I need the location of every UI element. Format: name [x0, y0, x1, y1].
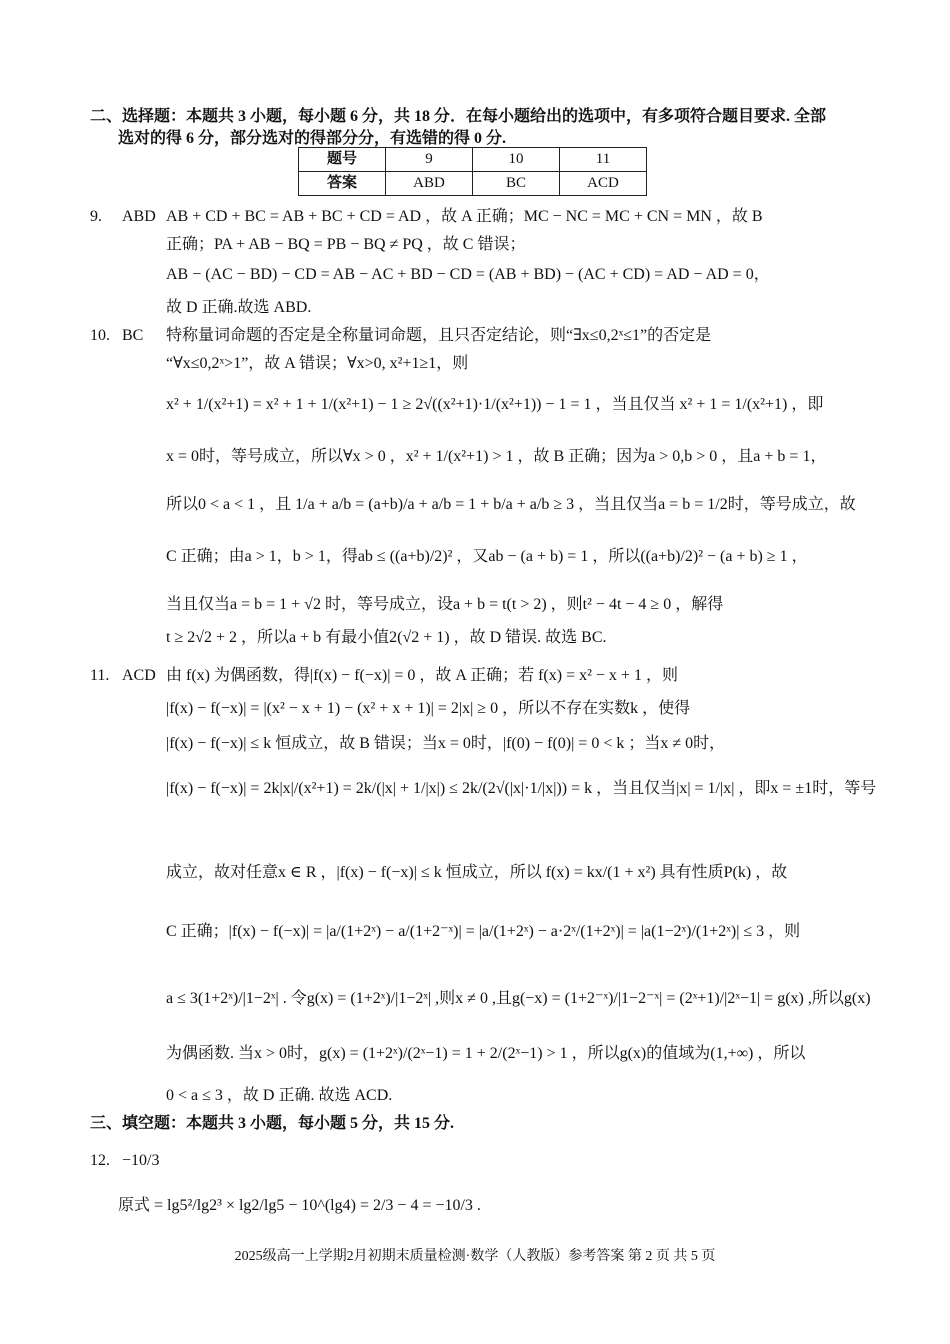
- q10-line: x² + 1/(x²+1) = x² + 1 + 1/(x²+1) − 1 ≥ 2√((x²+1)·1/(x²+1)) − 1 = 1 ，当且仅当 x² + 1 = 1/(x²+1) ，即: [166, 396, 824, 413]
- q11-line: |f(x) − f(−x)| = |(x² − x + 1) − (x² + x + 1)| = 2|x| ≥ 0 ，所以不存在实数k ，使得: [166, 700, 691, 717]
- table-cell: 10: [473, 148, 560, 172]
- q11-line: |f(x) − f(−x)| = 2k|x|/(x²+1) = 2k/(|x| + 1/|x|) ≤ 2k/(2√(|x|·1/|x|)) = k ，当且仅当|x| = 1/|x| ，即x = ±1时，等号: [166, 780, 877, 797]
- q11-line: a ≤ 3(1+2ˣ)/|1−2ˣ| . 令g(x) = (1+2ˣ)/|1−2ˣ| ,则x ≠ 0 ,且g(−x) = (1+2⁻ˣ)/|1−2⁻ˣ| = (2ˣ+1)/|2ˣ−1| = g(x) ,所以g(x): [166, 990, 871, 1007]
- q9-line: AB − (AC − BD) − CD = AB − AC + BD − CD = (AB + BD) − (AC + CD) = AD − AD = 0，: [166, 266, 770, 283]
- q10-line: C 正确；由a > 1，b > 1，得ab ≤ ((a+b)/2)² ，又ab − (a + b) = 1 ，所以((a+b)/2)² − (a + b) ≥ 1 ，: [166, 548, 808, 565]
- q12-answer: −10/3: [122, 1152, 160, 1169]
- section2-heading-line1: 二、选择题：本题共 3 小题，每小题 6 分，共 18 分．在每小题给出的选项中，有多项符合题目要求. 全部: [90, 108, 827, 125]
- q10-line: x = 0时，等号成立，所以∀x > 0 ，x² + 1/(x²+1) > 1 ，故 B 正确；因为a > 0,b > 0 ，且a + b = 1，: [166, 448, 827, 465]
- q11-line: 为偶函数. 当x > 0时，g(x) = (1+2ˣ)/(2ˣ−1) = 1 + 2/(2ˣ−1) > 1 ，所以g(x)的值域为(1,+∞) ，所以: [166, 1045, 806, 1062]
- q10-line: 当且仅当a = b = 1 + √2 时，等号成立，设a + b = t(t > 2) ，则t² − 4t − 4 ≥ 0 ，解得: [166, 596, 724, 613]
- q11-answer: ACD: [122, 667, 156, 684]
- table-cell: BC: [473, 172, 560, 196]
- q10-line: 所以0 < a < 1 ，且 1/a + a/b = (a+b)/a + a/b = 1 + b/a + a/b ≥ 3 ，当且仅当a = b = 1/2时，等号成立，故: [166, 496, 856, 513]
- page-footer: 2025级高一上学期2月初期末质量检测·数学（人教版）参考答案 第 2 页 共 5 页: [234, 1249, 716, 1264]
- answer-table: [298, 147, 647, 196]
- table-header-cell: 答案: [299, 172, 386, 196]
- q10-line: “∀x≤0,2ˣ>1”，故 A 错误；∀x>0, x²+1≥1，则: [166, 355, 469, 372]
- q9-line: 正确；PA + AB − BQ = PB − BQ ≠ PQ ，故 C 错误；: [166, 236, 526, 253]
- table-cell: ABD: [386, 172, 473, 196]
- q9-number: 9.: [90, 208, 102, 225]
- q10-answer: BC: [122, 327, 144, 344]
- section2-heading-line2: 选对的得 6 分，部分选对的得部分分，有选错的得 0 分.: [118, 130, 507, 147]
- q12-number: 12.: [90, 1152, 110, 1169]
- section3-heading: 三、填空题：本题共 3 小题，每小题 5 分，共 15 分.: [90, 1115, 455, 1132]
- q9-line: 故 D 正确.故选 ABD.: [166, 299, 312, 316]
- q9-line: AB + CD + BC = AB + BC + CD = AD ，故 A 正确；MC − NC = MC + CN = MN ，故 B: [166, 208, 763, 225]
- q11-number: 11.: [90, 667, 110, 684]
- q11-line: C 正确；|f(x) − f(−x)| = |a/(1+2ˣ) − a/(1+2⁻ˣ)| = |a/(1+2ˣ) − a·2ˣ/(1+2ˣ)| = |a(1−2ˣ)/(1+2ˣ)| ≤ 3 ，则: [166, 923, 801, 940]
- table-header-cell: 题号: [299, 148, 386, 172]
- q11-line: 成立，故对任意x ∈ R ，|f(x) − f(−x)| ≤ k 恒成立，所以 f(x) = kx/(1 + x²) 具有性质P(k) ，故: [166, 864, 788, 881]
- q10-line: 特称量词命题的否定是全称量词命题，且只否定结论，则“∃x≤0,2ˣ≤1”的否定是: [166, 327, 712, 344]
- q12-work: 原式 = lg5²/lg2³ × lg2/lg5 − 10^(lg4) = 2/3 − 4 = −10/3 .: [118, 1197, 481, 1214]
- q11-line: 0 < a ≤ 3 ，故 D 正确. 故选 ACD.: [166, 1087, 393, 1104]
- q11-line: |f(x) − f(−x)| ≤ k 恒成立，故 B 错误；当x = 0时，|f(0) − f(0)| = 0 < k ；当x ≠ 0时，: [166, 735, 726, 752]
- q10-number: 10.: [90, 327, 110, 344]
- table-cell: 9: [386, 148, 473, 172]
- table-cell: ACD: [560, 172, 647, 196]
- q9-answer: ABD: [122, 208, 156, 225]
- q10-line: t ≥ 2√2 + 2 ，所以a + b 有最小值2(√2 + 1) ，故 D 错误. 故选 BC.: [166, 629, 607, 646]
- answer-table-row: [299, 148, 647, 172]
- answer-table-row: [299, 172, 647, 196]
- q11-line: 由 f(x) 为偶函数，得|f(x) − f(−x)| = 0 ，故 A 正确；若 f(x) = x² − x + 1 ，则: [166, 667, 678, 684]
- table-cell: 11: [560, 148, 647, 172]
